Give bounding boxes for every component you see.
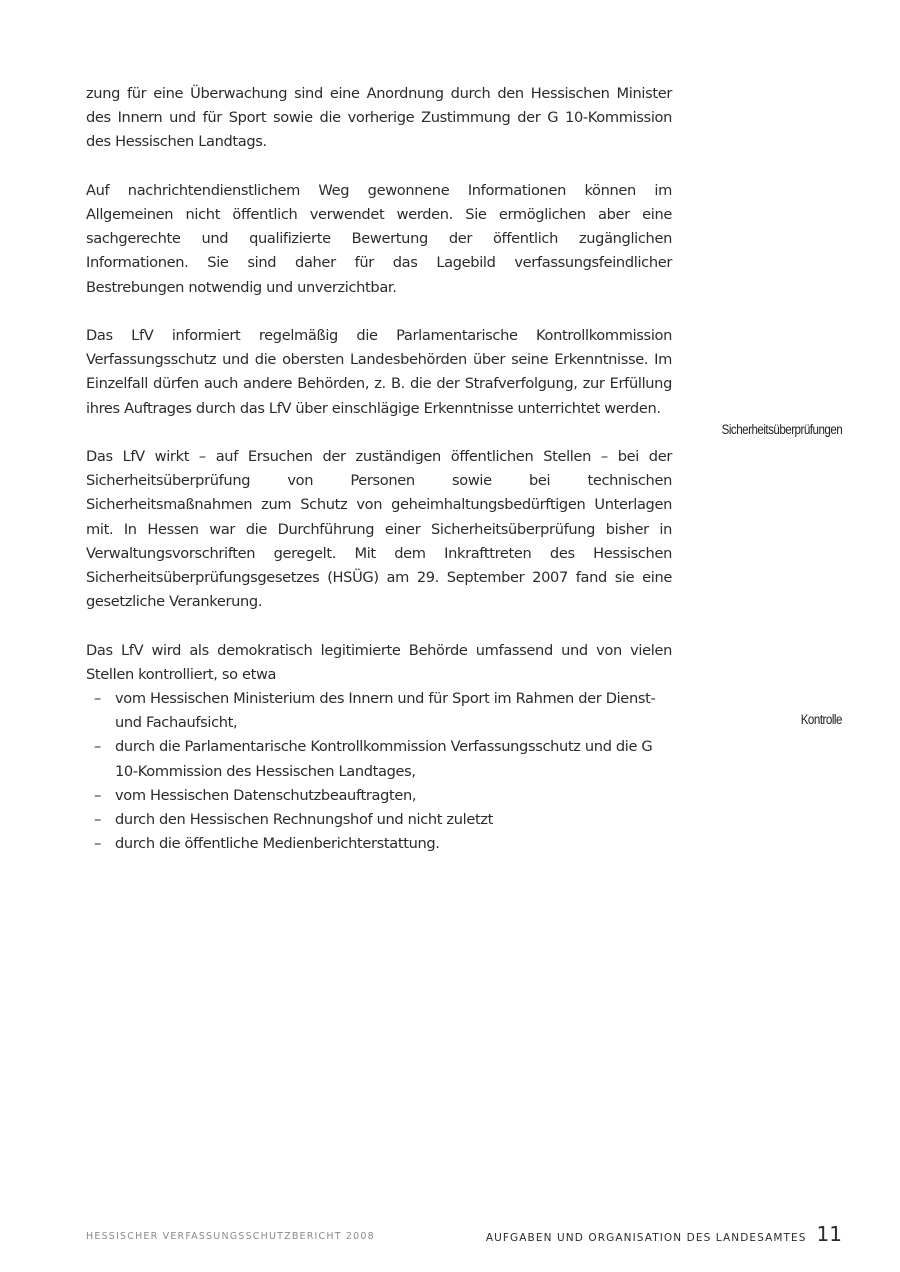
control-list — [86, 687, 672, 856]
list-item: – vom Hessischen Ministerium des Innern und für Sport im Rahmen der Dienst- und Fachaufsicht, — [86, 687, 672, 735]
list-item: – durch den Hessischen Rechnungshof und nicht zuletzt — [86, 808, 672, 832]
main-text-column — [86, 82, 672, 856]
footer-right — [486, 1222, 842, 1246]
paragraph-control-intro: Das LfV wird als demokratisch legitimierte Behörde umfassend und von vielen Stellen kontrolliert, so etwa — [86, 641, 672, 683]
dash-bullet: – — [94, 786, 101, 804]
list-item: – vom Hessischen Datenschutzbeauftragten, — [86, 784, 672, 808]
page-number: 11 — [816, 1222, 842, 1246]
footer-section-title: AUFGABEN UND ORGANISATION DES LANDESAMTES — [485, 1232, 807, 1244]
margin-note-sicherheitsueberpruefungen: Sicherheitsüberprüfungen — [721, 422, 842, 437]
dash-bullet: – — [94, 738, 101, 756]
paragraph-intelligence-information: Auf nachrichtendienstlichem Weg gewonnene Informationen können im Allgemeinen nicht öffentlich verwendet werden. Sie ermöglichen aber eine sachgerechte und qualifizierte Bewertung der öffentlich zugänglichen Informationen. Sie sind daher für das Lagebild verfassungsfeindlicher Bestrebungen notwendig und unverzichtbar. — [86, 181, 672, 296]
paragraph-security-clearance: Das LfV wirkt – auf Ersuchen der zuständigen öffentlichen Stellen – bei der Sicherheitsüberprüfung von Personen sowie bei technischen Sicherheitsmaßnahmen zum Schutz von geheimhaltungsbedürftigen Unterlagen mit. In Hessen war die Durchführung einer Sicherheitsüberprüfung bisher in Verwaltungsvorschriften geregelt. Mit dem Inkrafttreten des Hessischen Sicherheitsüberprüfungsgesetzes (HSÜG) am 29. September 2007 fand sie eine gesetzliche Verankerung. — [86, 448, 672, 611]
list-item: – durch die öffentliche Medienberichterstattung. — [86, 832, 672, 856]
dash-bullet: – — [94, 835, 101, 853]
dash-bullet: – — [94, 811, 101, 829]
footer-report-title: HESSISCHER VERFASSUNGSSCHUTZBERICHT 2008 — [86, 1231, 375, 1242]
margin-note-kontrolle: Kontrolle — [800, 712, 842, 727]
paragraph-reporting: Das LfV informiert regelmäßig die Parlamentarische Kontrollkommission Verfassungsschutz und die obersten Landesbehörden über seine Erkenntnisse. Im Einzelfall dürfen auch andere Behörden, z. B. die der Strafverfolgung, zur Erfüllung ihres Auftrages durch das LfV über einschlägige Erkenntnisse unterrichtet werden. — [86, 327, 672, 417]
dash-bullet: – — [94, 690, 101, 708]
paragraph-surveillance-authorization: zung für eine Überwachung sind eine Anordnung durch den Hessischen Minister des Innern und für Sport sowie die vorherige Zustimmung der G 10-Kommission des Hessischen Landtags. — [86, 85, 672, 151]
list-item: – durch die Parlamentarische Kontrollkommission Verfassungsschutz und die G 10-Kommission des Hessischen Landtages, — [86, 735, 672, 783]
